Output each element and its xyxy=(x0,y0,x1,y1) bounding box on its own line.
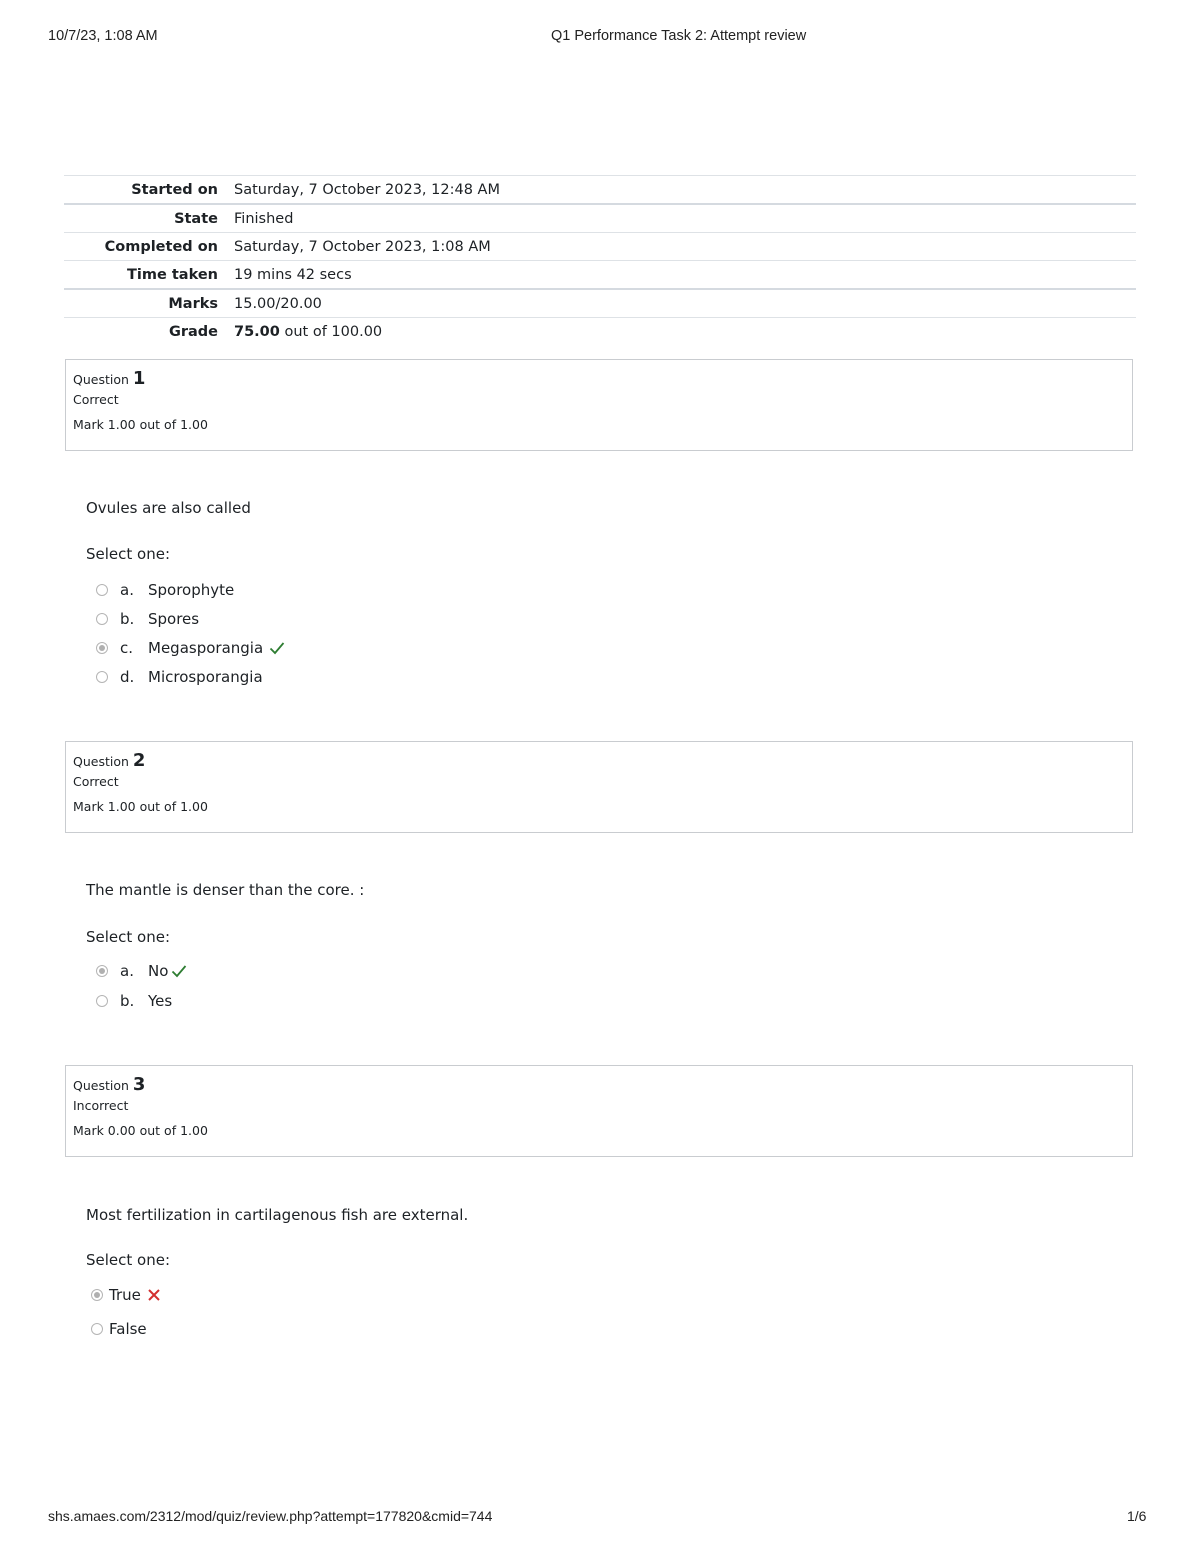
radio-button[interactable] xyxy=(96,613,108,625)
question-1-text: Ovules are also called xyxy=(86,499,251,517)
summary-row-time-taken xyxy=(64,261,1136,290)
question-prefix: Question xyxy=(73,754,129,769)
question-2-option-b[interactable] xyxy=(96,991,172,1011)
option-label: Yes xyxy=(148,992,173,1010)
option-letter: a. xyxy=(120,962,134,980)
option-letter: b. xyxy=(120,992,135,1010)
question-grade: Mark 1.00 out of 1.00 xyxy=(73,417,208,432)
grade-out-of: out of 100.00 xyxy=(284,323,383,340)
question-state: Correct xyxy=(73,774,119,789)
question-grade: Mark 0.00 out of 1.00 xyxy=(73,1123,208,1138)
question-1-option-c[interactable] xyxy=(96,638,285,658)
summary-label: Grade xyxy=(168,323,218,340)
question-prefix: Question xyxy=(73,1078,129,1093)
summary-label: State xyxy=(174,210,218,227)
question-prefix: Question xyxy=(73,372,129,387)
summary-value: 19 mins 42 secs xyxy=(234,266,352,283)
question-state: Correct xyxy=(73,392,119,407)
question-3-option-false[interactable] xyxy=(91,1319,147,1339)
summary-row-marks xyxy=(64,289,1136,318)
summary-label: Started on xyxy=(131,181,218,198)
summary-value: Finished xyxy=(234,210,294,227)
option-label: Microsporangia xyxy=(148,668,263,686)
summary-label: Marks xyxy=(168,295,218,312)
summary-value: Saturday, 7 October 2023, 1:08 AM xyxy=(234,238,491,255)
option-label: True xyxy=(109,1286,141,1304)
question-grade: Mark 1.00 out of 1.00 xyxy=(73,799,208,814)
print-header xyxy=(0,28,1200,48)
option-label: Megasporangia xyxy=(148,639,264,657)
question-1-option-b[interactable] xyxy=(96,609,199,629)
question-number-value: 2 xyxy=(132,750,146,771)
question-1-info xyxy=(65,359,1133,451)
summary-row-state xyxy=(64,204,1136,233)
radio-button-selected[interactable] xyxy=(96,642,108,654)
option-letter: d. xyxy=(120,668,135,686)
radio-button[interactable] xyxy=(96,995,108,1007)
question-3-option-true[interactable] xyxy=(91,1285,161,1305)
summary-value: Saturday, 7 October 2023, 12:48 AM xyxy=(234,181,500,198)
question-number xyxy=(73,1074,1125,1098)
summary-row-completed xyxy=(64,233,1136,261)
radio-button[interactable] xyxy=(96,671,108,683)
option-label: Sporophyte xyxy=(148,581,235,599)
question-3-prompt: Select one: xyxy=(86,1251,171,1269)
summary-value: 15.00/20.00 xyxy=(234,295,322,312)
question-state: Incorrect xyxy=(73,1098,129,1113)
question-2-text: The mantle is denser than the core. : xyxy=(86,881,365,899)
question-1-prompt: Select one: xyxy=(86,545,171,563)
summary-row-started xyxy=(64,176,1136,205)
option-letter: b. xyxy=(120,610,135,628)
print-page-title: Q1 Performance Task 2: Attempt review xyxy=(551,28,807,44)
print-url: shs.amaes.com/2312/mod/quiz/review.php?attempt=177820&cmid=744 xyxy=(48,1508,493,1524)
question-3-text: Most fertilization in cartilagenous fish are external. xyxy=(86,1206,469,1224)
grade-value: 75.00 xyxy=(234,323,280,340)
summary-row-grade xyxy=(64,318,1136,346)
question-3-info xyxy=(65,1065,1133,1157)
check-icon xyxy=(171,964,187,978)
option-letter: c. xyxy=(120,639,134,657)
question-2-prompt: Select one: xyxy=(86,928,171,946)
question-number-value: 3 xyxy=(132,1074,146,1095)
option-label: No xyxy=(148,962,169,980)
question-number xyxy=(73,368,1125,392)
radio-button[interactable] xyxy=(91,1323,103,1335)
question-1-option-a[interactable] xyxy=(96,580,234,600)
summary-value xyxy=(226,318,1136,346)
question-2-info xyxy=(65,741,1133,833)
option-letter: a. xyxy=(120,581,134,599)
radio-button-selected[interactable] xyxy=(91,1289,103,1301)
option-label: Spores xyxy=(148,610,200,628)
print-page-number: 1/6 xyxy=(1127,1508,1147,1524)
attempt-summary-table xyxy=(64,175,1136,345)
radio-button-selected[interactable] xyxy=(96,965,108,977)
option-label: False xyxy=(109,1320,147,1338)
check-icon xyxy=(269,641,285,655)
question-number xyxy=(73,750,1125,774)
summary-label: Completed on xyxy=(104,238,218,255)
print-date: 10/7/23, 1:08 AM xyxy=(48,28,158,44)
question-number-value: 1 xyxy=(132,368,146,389)
summary-label: Time taken xyxy=(127,266,218,283)
question-1-option-d[interactable] xyxy=(96,667,263,687)
question-2-option-a[interactable] xyxy=(96,961,187,981)
radio-button[interactable] xyxy=(96,584,108,596)
cross-icon xyxy=(147,1288,161,1302)
